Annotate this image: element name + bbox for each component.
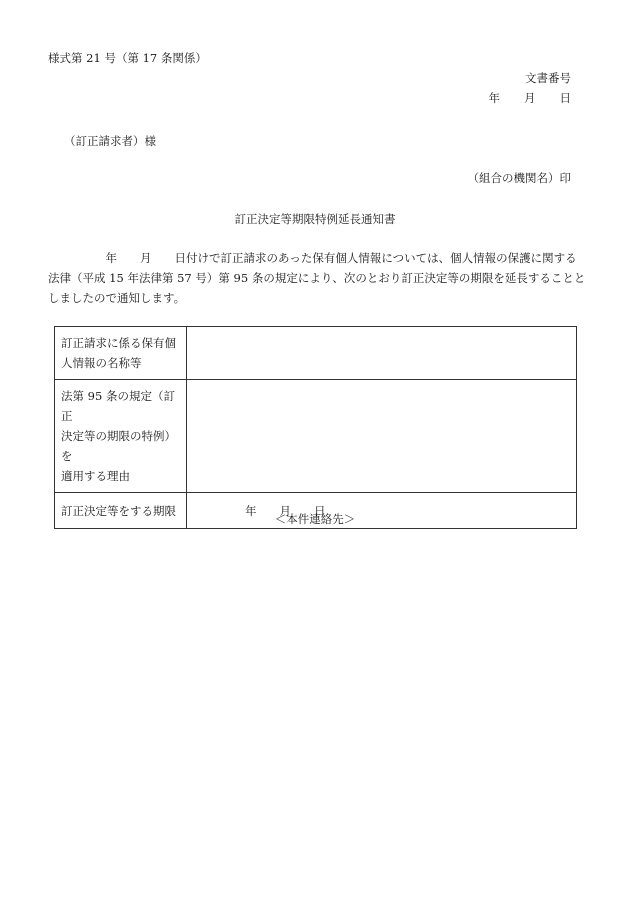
label-line: 訂正請求に係る保有個	[61, 336, 176, 350]
sender-organization-seal: （組合の機関名）印	[467, 171, 571, 185]
issue-date	[489, 90, 572, 106]
extension-reason-field[interactable]	[187, 380, 577, 493]
document-number-label: 文書番号	[525, 71, 571, 85]
document-title: 訂正決定等期限特例延長通知書	[234, 212, 396, 226]
label-line: 人情報の名称等	[61, 356, 142, 370]
date-day: 日	[559, 91, 571, 105]
deadline-label: 訂正決定等をする期限	[55, 493, 187, 529]
label-line: 決定等の期限の特例）を	[61, 429, 176, 463]
body-line-3: しましたので通知します。	[48, 291, 186, 305]
personal-info-name-field[interactable]	[187, 327, 577, 380]
date-month: 月	[524, 91, 536, 105]
extension-reason-label	[55, 380, 187, 493]
extension-details-table	[54, 326, 577, 529]
date-year: 年	[488, 91, 500, 105]
personal-info-name-label	[55, 327, 187, 380]
body-line-1: 年 月 日付けで訂正請求のあった保有個人情報については、個人情報の保護に関する	[48, 251, 577, 265]
body-paragraph	[48, 248, 586, 308]
table-row	[55, 380, 577, 493]
contact-section-heading: ＜本件連絡先＞	[274, 512, 356, 526]
label-line: 適用する理由	[61, 469, 130, 483]
body-line-2: 法律（平成 15 年法律第 57 号）第 95 条の規定により、次のとおり訂正決定等の期限を延長することと	[48, 271, 586, 285]
addressee: （訂正請求者）様	[64, 134, 156, 148]
deadline-date-field[interactable]: 年 月 日	[187, 493, 577, 529]
form-number: 様式第 21 号（第 17 条関係）	[48, 51, 207, 65]
table-row	[55, 327, 577, 380]
label-line: 法第 95 条の規定（訂正	[61, 389, 175, 423]
